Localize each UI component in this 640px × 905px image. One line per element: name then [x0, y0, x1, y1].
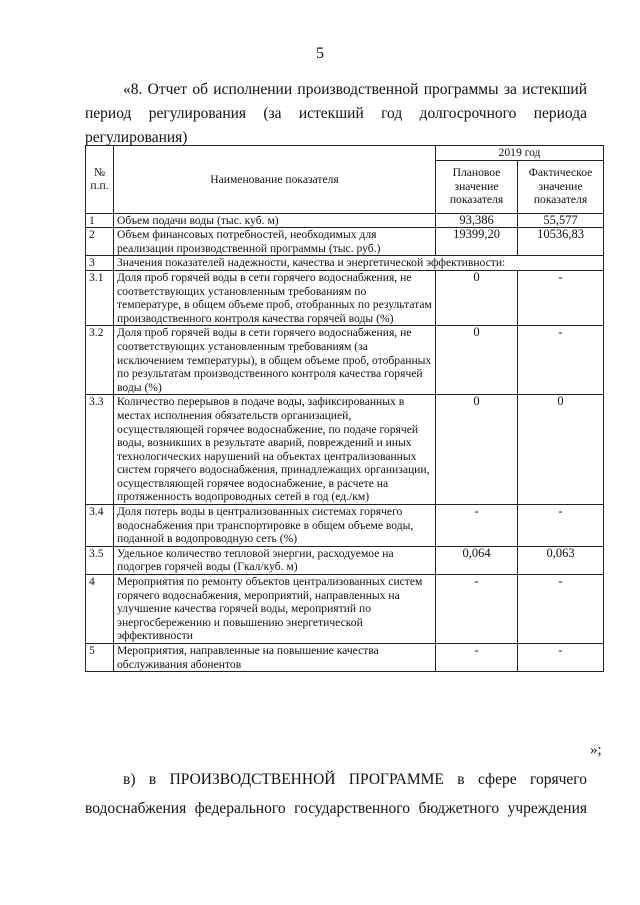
row-name: Удельное количество тепловой энергии, расходуемое на подогрев горячей воды (Гкал/куб. м)	[114, 546, 436, 574]
row-plan: 93,386	[436, 213, 518, 228]
row-num: 3.5	[86, 546, 114, 574]
report-table	[85, 145, 604, 672]
table-row	[86, 505, 604, 547]
row-name: Объем подачи воды (тыс. куб. м)	[114, 213, 436, 228]
table-row	[86, 213, 604, 228]
row-name: Доля потерь воды в централизованных системах горячего водоснабжения при транспортировке в общем объеме воды, поданной в водопроводную сеть (%)	[114, 505, 436, 547]
row-fact: 55,577	[518, 213, 604, 228]
row-name: Количество перерывов в подаче воды, зафиксированных в местах исполнения обязательств организацией, осуществляющей горячее водоснабжение, по подаче горячей воды, возникших в результате аварий, повреждений и иных технологических нарушений на объектах централизованных систем горячего водоснабжения, принадлежащих организации, осуществляющей горячее водоснабжение, в расчете на протяженность водопроводных сетей в год (ед./км)	[114, 395, 436, 505]
row-fact: -	[518, 644, 604, 672]
heading-line-2: период регулирования (за истекший год долгосрочного периода	[85, 105, 587, 122]
row-fact: -	[518, 326, 604, 395]
row-plan: 0	[436, 326, 518, 395]
row-num: 5	[86, 644, 114, 672]
heading-line-1: «8. Отчет об исполнении производственной программы за истекший	[123, 81, 587, 98]
row-name: Доля проб горячей воды в сети горячего водоснабжения, не соответствующих установленным требованиям по температуре, в общем объеме проб, отобранных по результатам производственного контроля качества горячей воды (%)	[114, 270, 436, 325]
closing-quote: »;	[590, 742, 602, 758]
row-name: Мероприятия, направленные на повышение качества обслуживания абонентов	[114, 644, 436, 672]
table-row	[86, 270, 604, 325]
row-fact: 0,063	[518, 546, 604, 574]
page-number: 5	[316, 45, 324, 62]
row-name: Объем финансовых потребностей, необходимых для реализации производственной программы (тыс. руб.)	[114, 228, 436, 256]
row-name: Доля проб горячей воды в сети горячего водоснабжения, не соответствующих установленным требованиям (за исключением температуры), в общем объеме проб, отобранных по результатам производственного контроля качества горячей воды (%)	[114, 326, 436, 395]
row-num: 1	[86, 213, 114, 228]
row-plan: -	[436, 644, 518, 672]
row-fact: -	[518, 575, 604, 644]
row-num: 3.2	[86, 326, 114, 395]
heading-line-3: регулирования)	[85, 129, 188, 146]
table-row	[86, 326, 604, 395]
row-fact: -	[518, 505, 604, 547]
header-name: Наименование показателя	[114, 146, 436, 214]
row-plan: -	[436, 505, 518, 547]
table-row	[86, 395, 604, 505]
row-num: 3.4	[86, 505, 114, 547]
row-fact: 10536,83	[518, 228, 604, 256]
row-name: Мероприятия по ремонту объектов централизованных систем горячего водоснабжения, мероприятий, направленных на улучшение качества горячей воды, мероприятий по энергосбережению и повышению энергетической эффективности	[114, 575, 436, 644]
row-plan: 0	[436, 395, 518, 505]
row-num: 2	[86, 228, 114, 256]
row-num: 3.1	[86, 270, 114, 325]
row-fact: -	[518, 270, 604, 325]
table-row	[86, 546, 604, 574]
row-fact: 0	[518, 395, 604, 505]
row-plan: 0,064	[436, 546, 518, 574]
row-num: 3.3	[86, 395, 114, 505]
row-plan: 0	[436, 270, 518, 325]
header-fact: Фактическое значение показателя	[518, 160, 604, 213]
header-num: № п.п.	[86, 146, 114, 214]
table-row	[86, 644, 604, 672]
header-plan: Плановое значение показателя	[436, 160, 518, 213]
table-row	[86, 256, 604, 271]
paragraph-line-2: водоснабжения федерального государственного бюджетного учреждения	[85, 800, 587, 817]
row-plan: -	[436, 575, 518, 644]
header-year: 2019 год	[436, 146, 604, 161]
table-row	[86, 575, 604, 644]
row-num: 4	[86, 575, 114, 644]
paragraph-line-1: в) в ПРОИЗВОДСТВЕННОЙ ПРОГРАММЕ в сфере горячего	[123, 771, 587, 788]
table-row	[86, 228, 604, 256]
row-num: 3	[86, 256, 114, 271]
paragraph	[85, 765, 587, 823]
row-name: Значения показателей надежности, качества и энергетической эффективности:	[114, 256, 604, 271]
row-plan: 19399,20	[436, 228, 518, 256]
section-heading	[85, 78, 587, 150]
